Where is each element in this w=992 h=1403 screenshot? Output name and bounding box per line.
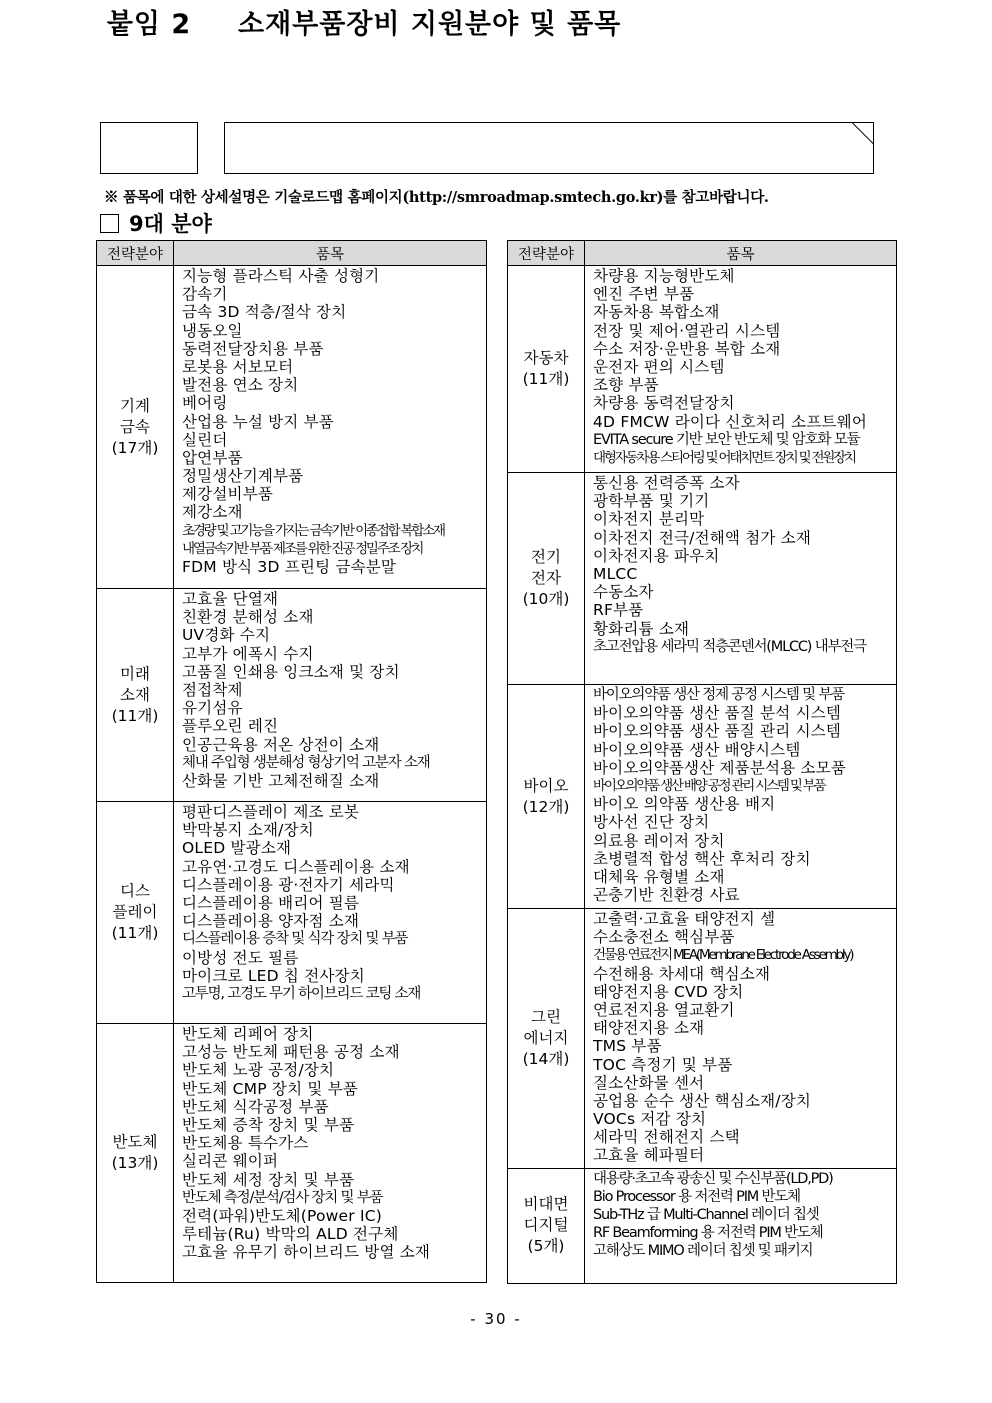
section-title: 9대 분야	[129, 212, 212, 236]
reference-note: ※ 품목에 대한 상세설명은 기술로드맵 홈페이지(http://smroadmap.smtech.go.kr)를 참고바랍니다.	[104, 189, 769, 206]
list-item: 이차전지 분리막	[593, 510, 705, 529]
list-item: 고해상도 MIMO 레이더 칩셋 및 패키지	[593, 1243, 813, 1260]
list-item: 반도체용 특수가스	[182, 1134, 309, 1153]
list-item: 체내 주입형 생분해성 형상기억 고분자 소재	[182, 754, 430, 771]
list-item: 초병렬적 합성 핵산 후처리 장치	[593, 849, 811, 868]
list-item: 대형자동차용 스티어링 및 어태치먼트 장치 및 전원장치	[593, 449, 855, 466]
list-item: 실린더	[182, 430, 228, 449]
list-item: 반도체 측정/분석/검사 장치 및 부품	[182, 1189, 383, 1206]
list-item: TOC 측정기 및 부품	[593, 1055, 733, 1074]
list-item: 자동차용 복합소재	[593, 303, 720, 322]
list-item: 평판디스플레이 제조 로봇	[182, 803, 360, 821]
list-item: 고부가 에폭시 수지	[182, 644, 314, 663]
list-item: 태양전지용 CVD 장치	[593, 982, 744, 1001]
category-name: 미래 소재 (11개)	[97, 589, 174, 802]
list-item: 점접착제	[182, 680, 243, 699]
page-title: 소재부품장비 지원분야 및 품목	[238, 9, 622, 40]
list-item: 금속 3D 적층/절삭 장치	[182, 303, 347, 322]
list-item: 이차전지 전극/전해액 첨가 소재	[593, 528, 812, 547]
list-item: 고유연·고경도 디스플레이용 소재	[182, 857, 410, 876]
list-item: 지능형 플라스틱 사출 성형기	[182, 267, 380, 285]
list-item: EVITA secure 기반 보안 반도체 및 암호화 모듈	[593, 431, 860, 448]
list-item: 발전용 연소 장치	[182, 376, 299, 395]
column-header-field: 전략분야	[97, 241, 174, 266]
list-item: 차량용 지능형반도체	[593, 267, 735, 285]
page-number: - 30 -	[470, 1310, 522, 1328]
list-item: FDM 방식 3D 프린팅 금속분말	[182, 558, 397, 576]
list-item: 로봇용 서보모터	[182, 357, 294, 376]
category-items	[174, 1024, 487, 1283]
list-item: 수동소자	[593, 583, 654, 602]
table-header-row	[508, 241, 897, 266]
list-item: 디스플레이용 양자점 소재	[182, 912, 360, 931]
list-item: 플루오린 레진	[182, 717, 279, 736]
list-item: 제강설비부품	[182, 485, 274, 504]
category-name: 자동차 (11개)	[508, 266, 585, 473]
category-items	[585, 473, 897, 685]
list-item: 냉동오일	[182, 321, 243, 340]
list-item: 반도체 식각공정 부품	[182, 1097, 329, 1116]
list-item: 조향 부품	[593, 376, 659, 395]
category-items	[585, 909, 897, 1169]
list-item: 방사선 진단 장치	[593, 813, 710, 832]
category-row	[508, 473, 897, 685]
list-item: 반도체 증착 장치 및 부품	[182, 1115, 355, 1134]
category-items	[174, 589, 487, 802]
list-item: 4D FMCW 라이다 신호처리 소프트웨어	[593, 412, 868, 431]
list-item: 차량용 동력전달장치	[593, 394, 735, 413]
list-item: 전장 및 제어·열관리 시스템	[593, 321, 781, 340]
folded-corner	[852, 122, 874, 144]
list-item: 질소산화물 센서	[593, 1073, 705, 1092]
list-item: 마이크로 LED 칩 전사장치	[182, 966, 365, 985]
list-item: 황화리튬 소재	[593, 619, 690, 638]
list-item: 디스플레이용 배리어 필름	[182, 893, 360, 912]
list-item: UV경화 수지	[182, 626, 271, 645]
list-item: 고효율 유무기 하이브리드 방열 소재	[182, 1243, 431, 1262]
list-item: 이방성 전도 필름	[182, 948, 299, 967]
column-header-field: 전략분야	[508, 241, 585, 266]
list-item: 고품질 인쇄용 잉크소재 및 장치	[182, 662, 400, 681]
category-row	[97, 266, 487, 589]
list-item: 정밀생산기계부품	[182, 467, 304, 486]
list-item: 내열금속기반 부품 제조를 위한 진공 정밀주조 장치	[182, 540, 423, 557]
category-name: 그린 에너지 (14개)	[508, 909, 585, 1169]
list-item: 바이오의약품생산 제품분석용 소모품	[593, 758, 847, 777]
list-item: 전력(파워)반도체(Power IC)	[182, 1206, 382, 1225]
list-item: 고투명, 고경도 무기 하이브리드 코팅 소재	[182, 985, 421, 1002]
list-item: MLCC	[593, 564, 638, 583]
list-item: 산업용 누설 방지 부품	[182, 412, 334, 431]
list-item: 수소충전소 핵심부품	[593, 928, 735, 947]
list-item: Bio Processor 용 저전력 PIM 반도체	[593, 1188, 800, 1205]
list-item: 세라믹 전해전지 스택	[593, 1128, 740, 1147]
list-item: 바이오의약품 생산 정제 공정 시스템 및 부품	[593, 687, 844, 703]
column-header-items: 품목	[174, 241, 487, 266]
list-item: 반도체 리페어 장치	[182, 1025, 314, 1043]
list-item: 동력전달장치용 부품	[182, 339, 324, 358]
list-item: 초고전압용 세라믹 적층콘덴서(MLCC) 내부전극	[593, 638, 866, 655]
list-item: RF Beamforming 용 저전력 PIM 반도체	[593, 1225, 823, 1242]
list-item: 박막봉지 소재/장치	[182, 821, 314, 840]
list-item: 반도체 세정 장치 및 부품	[182, 1170, 355, 1189]
category-name: 비대면 디지털 (5개)	[508, 1168, 585, 1283]
list-item: 고효율 헤파필터	[593, 1146, 705, 1165]
list-item: 연료전지용 열교환기	[593, 1000, 735, 1019]
list-item: 바이오의약품 생산 품질 관리 시스템	[593, 722, 842, 741]
list-item: 루테늄(Ru) 박막의 ALD 전구체	[182, 1225, 399, 1244]
list-item: 디스플레이용 광·전자기 세라믹	[182, 875, 395, 894]
category-name: 전기 전자 (10개)	[508, 473, 585, 685]
list-item: 운전자 편의 시스템	[593, 357, 725, 376]
list-item: 통신용 전력증폭 소자	[593, 474, 740, 492]
list-item: 베어링	[182, 394, 228, 413]
category-name: 반도체 (13개)	[97, 1024, 174, 1283]
category-row	[97, 1024, 487, 1283]
category-row	[97, 589, 487, 802]
appendix-label: 붙임 2	[106, 9, 192, 40]
list-item: 산화물 기반 고체전해질 소재	[182, 771, 380, 790]
list-item: RF부품	[593, 601, 644, 620]
list-item: 광학부품 및 기기	[593, 492, 710, 511]
category-items	[174, 802, 487, 1024]
list-item: 수전해용 차세대 핵심소재	[593, 964, 771, 983]
category-items	[585, 1168, 897, 1283]
list-item: 바이오의약품 생산 배양 공정 관리 시스템 및 부품	[593, 777, 825, 794]
list-item: 대용량·초고속 광송신 및 수신부품(LD,PD)	[593, 1170, 833, 1187]
list-item: 태양전지용 소재	[593, 1019, 705, 1038]
list-item: 바이오의약품 생산 배양시스템	[593, 740, 801, 759]
category-row	[508, 266, 897, 473]
list-item: 공업용 순수 생산 핵심소재/장치	[593, 1091, 812, 1110]
list-item: 엔진 주변 부품	[593, 285, 695, 304]
list-item: 수소 저장·운반용 복합 소재	[593, 339, 781, 358]
list-item: 이차전지용 파우치	[593, 546, 720, 565]
category-row	[508, 685, 897, 909]
list-item: 고성능 반도체 패턴용 공정 소재	[182, 1043, 400, 1062]
list-item: 압연부품	[182, 448, 243, 467]
category-name: 디스 플레이 (11개)	[97, 802, 174, 1024]
list-item: 바이오 의약품 생산용 배지	[593, 795, 776, 814]
list-item: 제강소재	[182, 503, 243, 522]
list-item: 건물용 연료전지 MEA(Membrane Electrode Assembly)	[593, 947, 853, 964]
table-header-row	[97, 241, 487, 266]
list-item: 고효율 단열재	[182, 590, 279, 608]
list-item: Sub-THz 급 Multi-Channel 레이더 칩셋	[593, 1207, 819, 1223]
list-item: 바이오의약품 생산 품질 분석 시스템	[593, 704, 842, 723]
right-category-table	[507, 240, 897, 1284]
list-item: 고출력·고효율 태양전지 셀	[593, 910, 776, 928]
list-item: 대체육 유형별 소재	[593, 867, 725, 886]
list-item: TMS 부품	[593, 1037, 662, 1056]
left-category-table	[96, 240, 487, 1283]
list-item: 친환경 분해성 소재	[182, 608, 314, 627]
category-items	[174, 266, 487, 589]
category-name: 바이오 (12개)	[508, 685, 585, 909]
column-header-items: 품목	[585, 241, 897, 266]
list-item: 실리콘 웨이퍼	[182, 1152, 279, 1171]
appendix-label-box	[100, 122, 198, 174]
list-item: 유기섬유	[182, 699, 243, 718]
category-name: 기계 금속 (17개)	[97, 266, 174, 589]
list-item: 반도체 노광 공정/장치	[182, 1061, 335, 1080]
list-item: 반도체 CMP 장치 및 부품	[182, 1079, 359, 1098]
title-box	[224, 122, 874, 174]
list-item: 감속기	[182, 285, 228, 304]
list-item: 곤충기반 친환경 사료	[593, 886, 740, 905]
list-item: OLED 발광소재	[182, 839, 292, 858]
category-row	[97, 802, 487, 1024]
category-row	[508, 1168, 897, 1283]
list-item: 의료용 레이저 장치	[593, 831, 725, 850]
category-items	[585, 266, 897, 473]
list-item: 인공근육용 저온 상전이 소재	[182, 735, 380, 754]
category-row	[508, 909, 897, 1169]
list-item: VOCs 저감 장치	[593, 1110, 707, 1129]
category-items	[585, 685, 897, 909]
list-item: 디스플레이용 증착 및 식각 장치 및 부품	[182, 931, 408, 948]
list-item: 초경량 및 고기능을 가지는 금속기반 이종접합 복합소재	[182, 522, 444, 539]
section-heading	[100, 208, 212, 238]
checkbox-square-icon	[100, 214, 119, 233]
